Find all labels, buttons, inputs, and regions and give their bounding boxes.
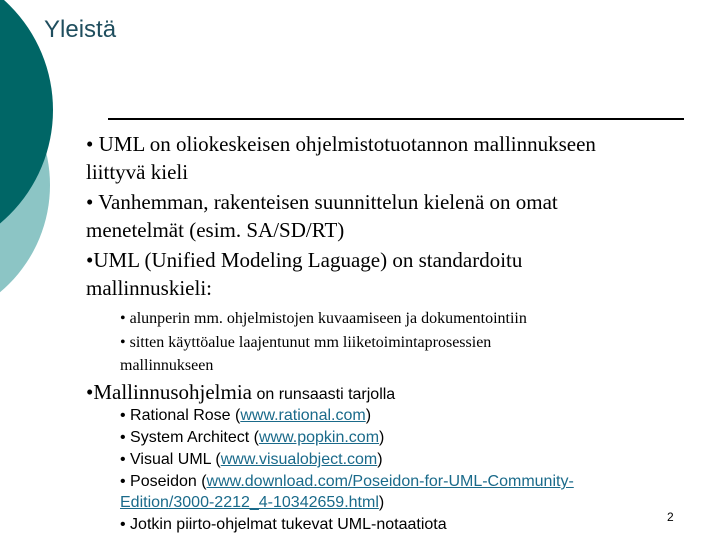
tools-heading-main: •Mallinnusohjelmia	[86, 380, 253, 404]
slide-title: Yleistä	[44, 16, 117, 43]
tool-text: • Rational Rose (	[120, 407, 241, 424]
tool-text: • Poseidon (	[120, 473, 207, 490]
title-divider	[108, 118, 684, 120]
tool-text: )	[378, 494, 385, 511]
tools-heading	[86, 380, 395, 405]
page-number: 2	[667, 510, 674, 524]
tool-link-visualobject[interactable]: www.visualobject.com	[220, 451, 378, 468]
decorative-circles	[0, 0, 80, 300]
bullet-line: mallinnuskieli:	[86, 276, 212, 300]
tools-heading-rest: on runsaasti tarjolla	[252, 386, 396, 403]
tool-item	[120, 451, 383, 469]
bullet-line: • Vanhemman, rakenteisen suunnittelun kielenä on omat	[86, 190, 558, 214]
sub-bullet-line: • alunperin mm. ohjelmistojen kuvaamiseen ja dokumentointiin	[120, 310, 527, 327]
tool-text: )	[379, 429, 385, 446]
tool-text: • System Architect (	[120, 429, 259, 446]
bullet-line: • UML on oliokeskeisen ohjelmistotuotannon mallinnukseen	[86, 132, 596, 156]
bullet-line: •UML (Unified Modeling Laguage) on standardoitu	[86, 248, 523, 272]
tool-item	[120, 516, 447, 534]
tool-text: )	[365, 407, 372, 424]
tool-item	[120, 473, 574, 491]
sub-bullet-line: • sitten käyttöalue laajentunut mm liiketoimintaprosessien	[120, 334, 492, 351]
tool-item	[120, 429, 384, 447]
tool-text: • Jotkin piirto-ohjelmat tukevat UML-notaatiota	[120, 516, 447, 533]
sub-bullet-line: mallinnukseen	[120, 357, 214, 374]
bullet-line: liittyvä kieli	[86, 160, 189, 184]
tool-text: )	[377, 451, 383, 468]
tool-text: • Visual UML (	[120, 451, 221, 468]
tool-link-rational[interactable]: www.rational.com	[240, 407, 366, 424]
tool-link-poseidon[interactable]: www.download.com/Poseidon-for-UML-Community-	[206, 473, 574, 490]
bullet-line: menetelmät (esim. SA/SD/RT)	[86, 218, 345, 242]
tool-link-popkin[interactable]: www.popkin.com	[258, 429, 380, 446]
tool-item	[120, 407, 371, 425]
tool-item	[120, 494, 384, 512]
tool-link-poseidon-cont[interactable]: Edition/3000-2212_4-10342659.html	[120, 494, 379, 511]
